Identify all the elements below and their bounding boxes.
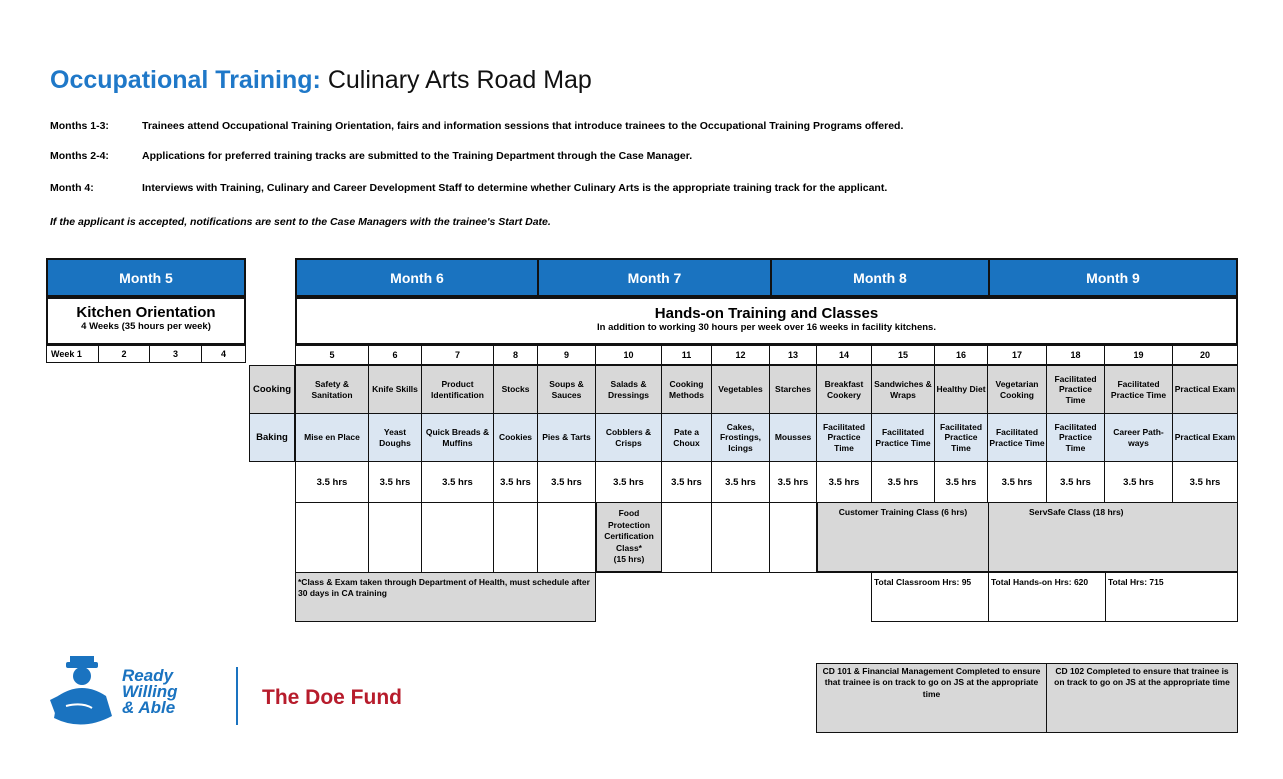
- hours-cell: 3.5 hrs: [368, 461, 422, 503]
- baking-topic-cell: Mousses: [769, 413, 817, 462]
- class-cell: [421, 502, 494, 573]
- cooking-topic-cell: Soups & Sauces: [537, 365, 596, 414]
- baking-topic-cell: Facilitated Practice Time: [934, 413, 988, 462]
- hands-on-subtitle: In addition to working 30 hours per week over 16 weeks in facility kitchens.: [597, 322, 936, 333]
- week-cell: 3: [149, 345, 202, 363]
- week-number-cell: 10: [595, 345, 662, 365]
- servsafe-class: ServSafe Class (18 hrs): [988, 502, 1238, 572]
- cooking-topic-cell: Sandwiches & Wraps: [871, 365, 935, 414]
- hours-cell: 3.5 hrs: [661, 461, 712, 503]
- cooking-topic-cell: Product Identification: [421, 365, 494, 414]
- baking-topic-cell: Practical Exam: [1172, 413, 1238, 462]
- baking-topic-cell: Pate a Choux: [661, 413, 712, 462]
- baking-topic-cell: Facilitated Practice Time: [871, 413, 935, 462]
- title-rest: Culinary Arts Road Map: [320, 66, 592, 94]
- intro-label: Months 1-3:: [50, 120, 109, 132]
- intro-line: [50, 182, 887, 194]
- class-cell: [368, 502, 422, 573]
- week-number-cell: 5: [295, 345, 369, 365]
- acceptance-note: If the applicant is accepted, notifications are sent to the Case Managers with the trainee's Start Date.: [50, 216, 551, 228]
- baking-topic-cell: Facilitated Practice Time: [987, 413, 1047, 462]
- class-cell: [537, 502, 596, 573]
- orientation-subtitle: 4 Weeks (35 hours per week): [81, 321, 211, 332]
- week-number-cell: 14: [816, 345, 872, 365]
- baking-topic-cell: Cobblers & Crisps: [595, 413, 662, 462]
- hours-cell: 3.5 hrs: [711, 461, 770, 503]
- baking-topic-cell: Quick Breads & Muffins: [421, 413, 494, 462]
- hours-cell: 3.5 hrs: [1172, 461, 1238, 503]
- logo-divider: [236, 667, 238, 725]
- hours-cell: 3.5 hrs: [537, 461, 596, 503]
- class-cell: [493, 502, 538, 573]
- week-number-cell: 13: [769, 345, 817, 365]
- month-header: Month 7: [537, 258, 772, 297]
- customer-training-class: Customer Training Class (6 hrs): [817, 502, 989, 572]
- cooking-topic-cell: Salads & Dressings: [595, 365, 662, 414]
- hours-cell: 3.5 hrs: [295, 461, 369, 503]
- ready-willing-able-text: [122, 668, 178, 716]
- kitchen-orientation: [46, 297, 246, 345]
- week-number-cell: 17: [987, 345, 1047, 365]
- week-cell: 2: [98, 345, 150, 363]
- total-hrs: Total Hrs: 715: [1105, 572, 1238, 622]
- food-protection-class: [596, 502, 662, 572]
- hours-cell: 3.5 hrs: [1104, 461, 1173, 503]
- baking-topic-cell: Mise en Place: [295, 413, 369, 462]
- month-header: Month 9: [988, 258, 1238, 297]
- cooking-topic-cell: Healthy Diet: [934, 365, 988, 414]
- baking-topic-cell: Yeast Doughs: [368, 413, 422, 462]
- hours-cell: 3.5 hrs: [871, 461, 935, 503]
- intro-text: Trainees attend Occupational Training Orientation, fairs and information sessions that introduce trainees to the Occupational Training Programs offered.: [142, 120, 904, 132]
- cooking-topic-cell: Stocks: [493, 365, 538, 414]
- month-header: Month 8: [770, 258, 990, 297]
- hours-cell: 3.5 hrs: [421, 461, 494, 503]
- baking-topic-cell: Cookies: [493, 413, 538, 462]
- intro-label: Months 2-4:: [50, 150, 109, 162]
- week-number-cell: 6: [368, 345, 422, 365]
- week-number-cell: 7: [421, 345, 494, 365]
- baking-topic-cell: Career Path-ways: [1104, 413, 1173, 462]
- cooking-topic-cell: Safety & Sanitation: [295, 365, 369, 414]
- hours-cell: 3.5 hrs: [816, 461, 872, 503]
- cooking-topic-cell: Cooking Methods: [661, 365, 712, 414]
- intro-text: Interviews with Training, Culinary and Career Development Staff to determine whether Culinary Arts is the appropriate training track for the applicant.: [142, 182, 888, 194]
- week-number-cell: 18: [1046, 345, 1105, 365]
- week-number-cell: 16: [934, 345, 988, 365]
- cooking-topic-cell: Facilitated Practice Time: [1104, 365, 1173, 414]
- logo-line: Ready: [122, 666, 174, 685]
- title-highlight: Occupational Training:: [50, 66, 321, 94]
- cooking-topic-cell: Breakfast Cookery: [816, 365, 872, 414]
- hours-cell: 3.5 hrs: [1046, 461, 1105, 503]
- intro-line: [50, 150, 692, 162]
- hours-cell: 3.5 hrs: [595, 461, 662, 503]
- cd101-box: CD 101 & Financial Management Completed to ensure that trainee is on track to go on JS at the appropriate time: [816, 663, 1047, 733]
- cooking-topic-cell: Vegetarian Cooking: [987, 365, 1047, 414]
- week-number-cell: 15: [871, 345, 935, 365]
- cooking-topic-cell: Facilitated Practice Time: [1046, 365, 1105, 414]
- baking-topic-cell: Facilitated Practice Time: [816, 413, 872, 462]
- baking-topic-cell: Facilitated Practice Time: [1046, 413, 1105, 462]
- cooking-topic-cell: Knife Skills: [368, 365, 422, 414]
- class-cell: [711, 502, 770, 573]
- hours-cell: 3.5 hrs: [987, 461, 1047, 503]
- month-header: Month 5: [46, 258, 246, 297]
- logo-line: Willing: [122, 682, 178, 701]
- cooking-topic-cell: Practical Exam: [1172, 365, 1238, 414]
- intro-label: Month 4:: [50, 182, 94, 194]
- cooking-topic-cell: Starches: [769, 365, 817, 414]
- class-cell: [295, 502, 369, 573]
- ready-willing-able-logo-icon: [48, 656, 120, 732]
- week-number-cell: 19: [1104, 345, 1173, 365]
- footnote: *Class & Exam taken through Department of Health, must schedule after 30 days in CA training: [295, 572, 596, 622]
- baking-topic-cell: Pies & Tarts: [537, 413, 596, 462]
- week-number-cell: 20: [1172, 345, 1238, 365]
- intro-line: [50, 120, 903, 132]
- orientation-title: Kitchen Orientation: [76, 304, 216, 321]
- page-title: [50, 66, 592, 95]
- hands-on-header: [295, 297, 1238, 345]
- week-number-cell: 9: [537, 345, 596, 365]
- class-cell: [769, 502, 817, 573]
- row-label-cooking: Cooking: [249, 365, 295, 414]
- class-cell: [661, 502, 712, 573]
- week-cell: 4: [201, 345, 246, 363]
- total-hands-on-hrs: Total Hands-on Hrs: 620: [988, 572, 1106, 622]
- hours-cell: 3.5 hrs: [934, 461, 988, 503]
- food-protection-hours: (15 hrs): [613, 554, 645, 565]
- cooking-topic-cell: Vegetables: [711, 365, 770, 414]
- hours-cell: 3.5 hrs: [493, 461, 538, 503]
- hands-on-title: Hands-on Training and Classes: [654, 305, 879, 322]
- week-number-cell: 12: [711, 345, 770, 365]
- food-protection-label: Food Protection Certification Class*: [604, 508, 654, 553]
- baking-topic-cell: Cakes, Frostings, Icings: [711, 413, 770, 462]
- month-header: Month 6: [295, 258, 539, 297]
- row-label-baking: Baking: [249, 413, 295, 462]
- doe-fund-logo: The Doe Fund: [262, 686, 402, 709]
- cd102-box: CD 102 Completed to ensure that trainee is on track to go on JS at the appropriate time: [1046, 663, 1238, 733]
- hours-cell: 3.5 hrs: [769, 461, 817, 503]
- week-number-cell: 8: [493, 345, 538, 365]
- logo-line: & Able: [122, 698, 176, 717]
- intro-text: Applications for preferred training tracks are submitted to the Training Department through the Case Manager.: [142, 150, 693, 162]
- week-cell: Week 1: [46, 345, 99, 363]
- week-number-cell: 11: [661, 345, 712, 365]
- total-classroom-hrs: Total Classroom Hrs: 95: [871, 572, 989, 622]
